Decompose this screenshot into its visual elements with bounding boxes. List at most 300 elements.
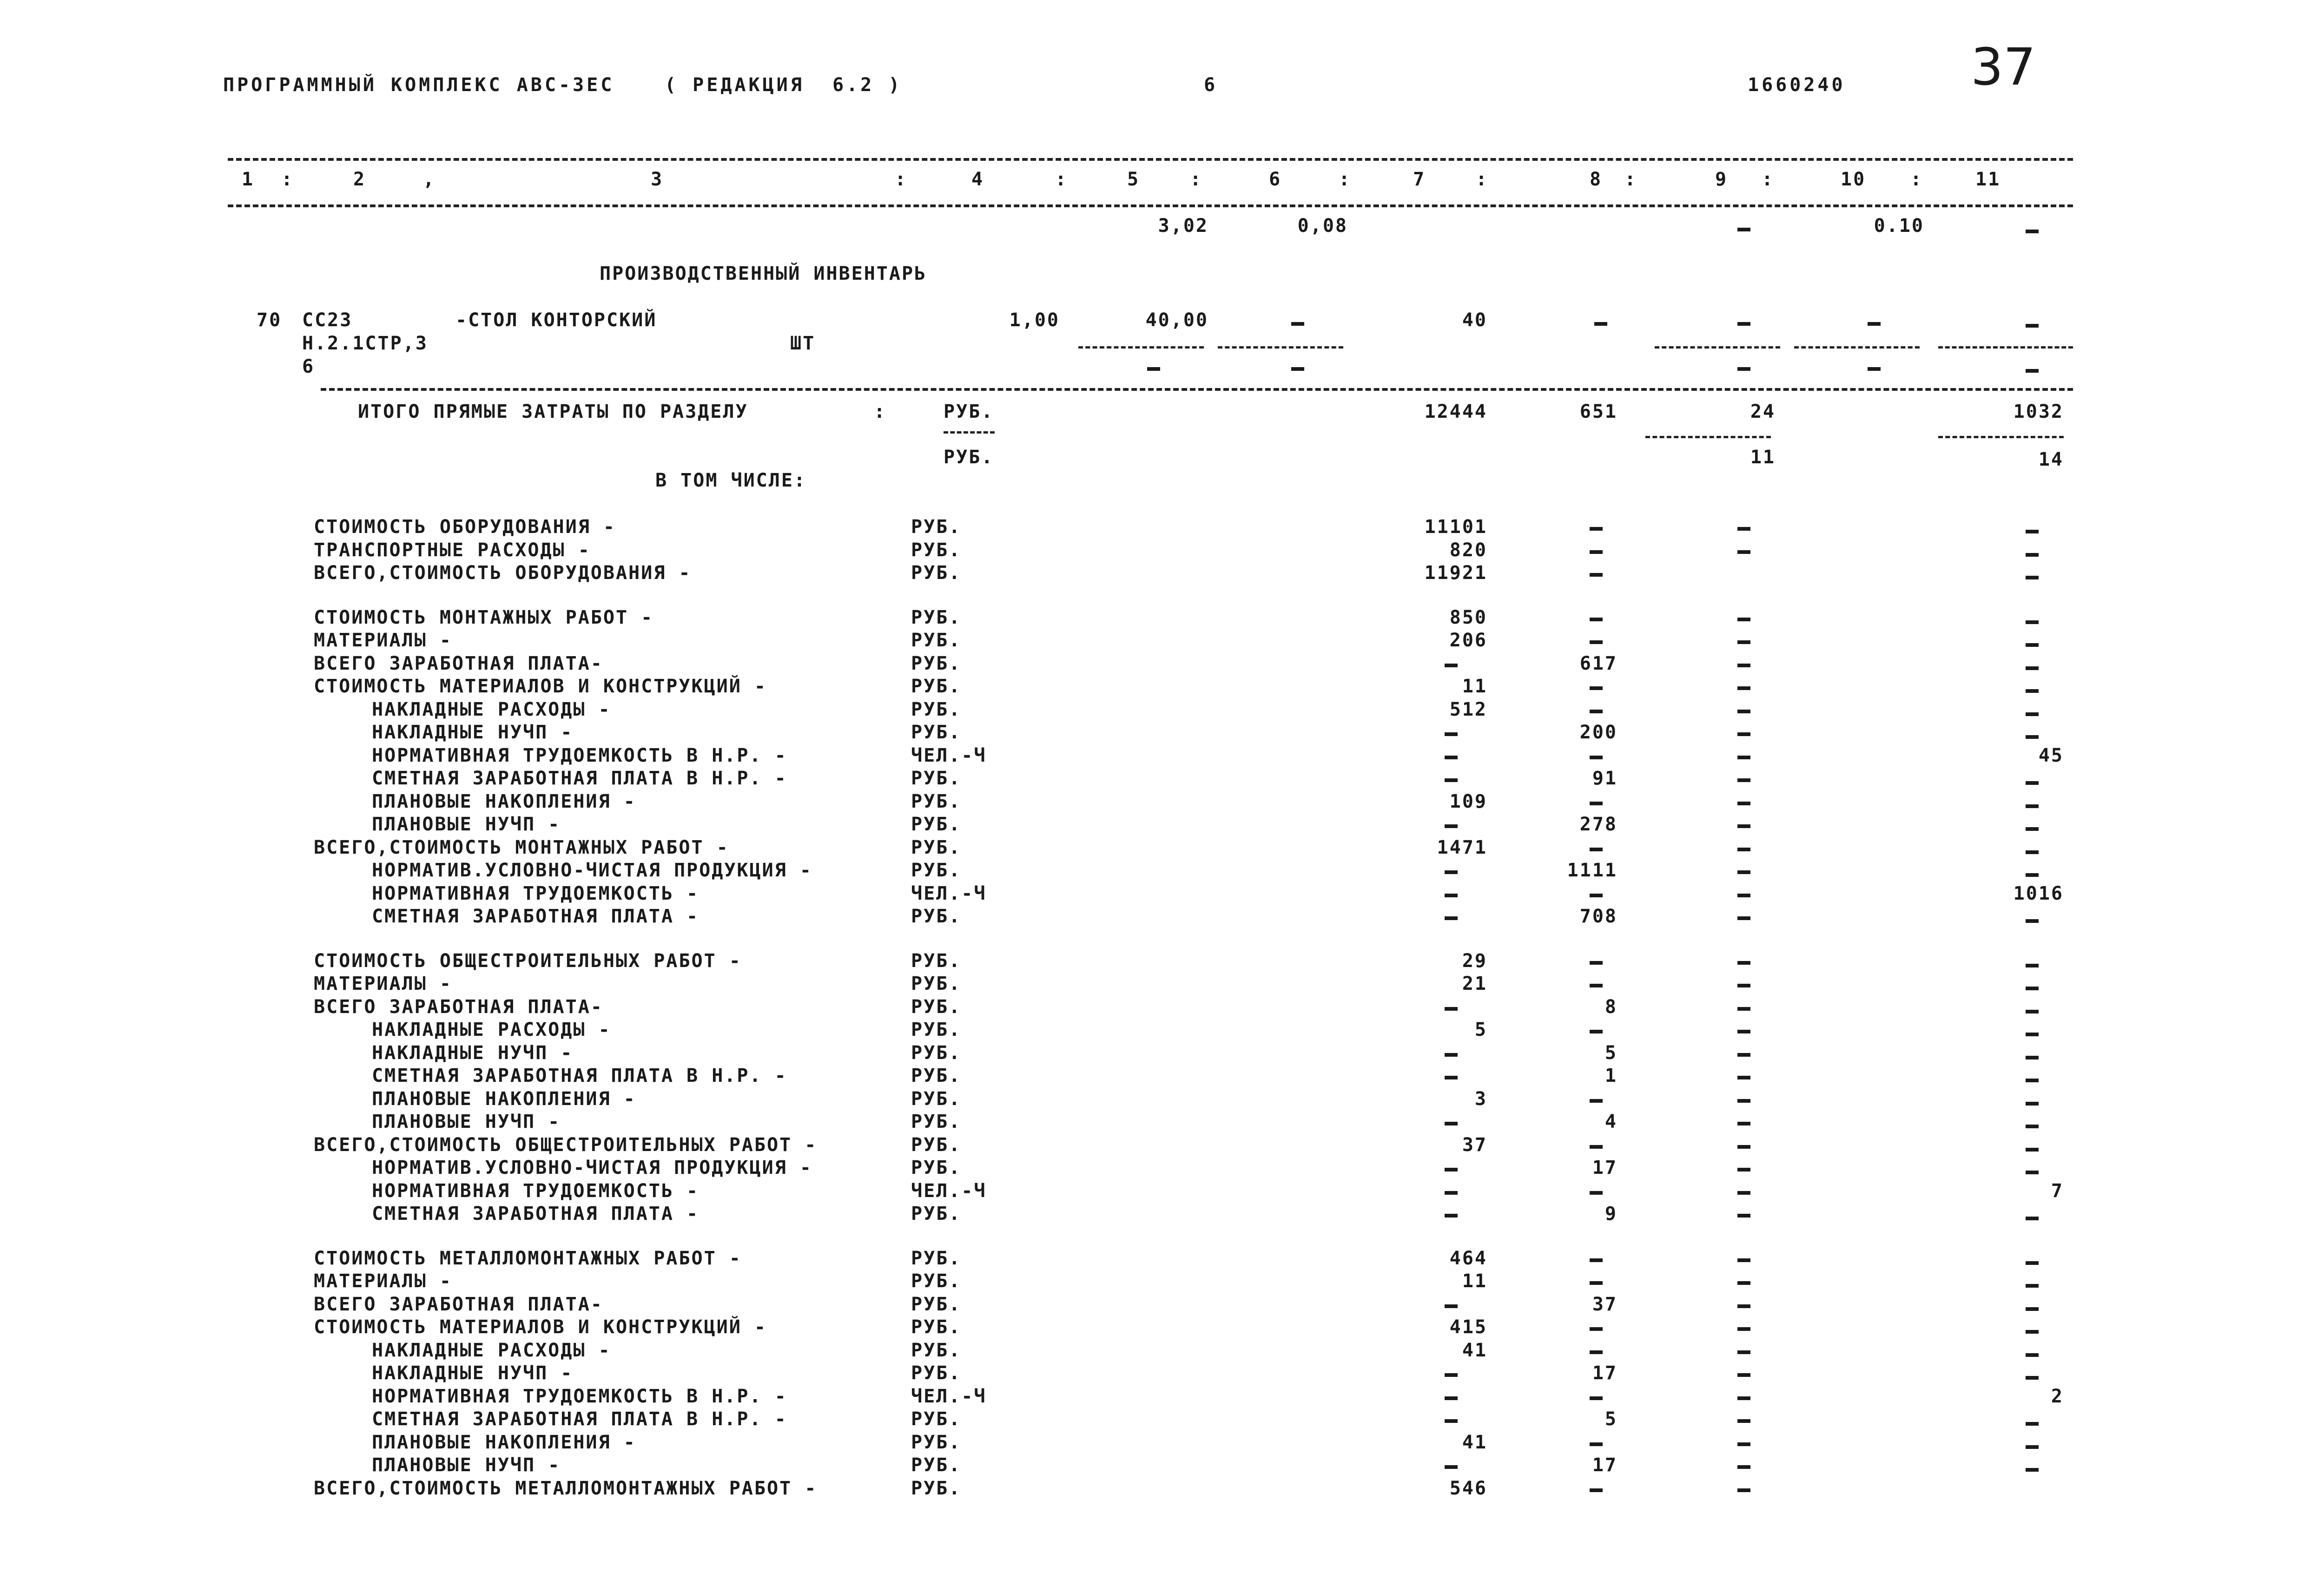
row-col7: 21 [1462, 973, 1487, 994]
row-col7-dash [1445, 1419, 1458, 1423]
carry-col11-dash [2026, 230, 2039, 233]
row-col11-dash [2026, 1445, 2039, 1449]
item-col10-dash [1868, 322, 1881, 326]
item-number: 70 [257, 309, 282, 331]
row-col9-dash [1737, 1373, 1750, 1377]
row-col7-dash [1445, 870, 1458, 874]
row-unit: РУБ. [911, 814, 962, 835]
row-unit: РУБ. [911, 1111, 962, 1132]
column-separator: : [281, 169, 294, 190]
row-col11-dash [2026, 827, 2039, 831]
row-label: СТОИМОСТЬ МЕТАЛЛОМОНТАЖНЫХ РАБОТ - [314, 1247, 742, 1269]
row-col8-dash [1590, 1327, 1603, 1331]
row-label: ПЛАНОВЫЕ НАКОПЛЕНИЯ - [372, 790, 636, 812]
column-separator: : [1055, 169, 1068, 190]
row-col8: 4 [1604, 1111, 1618, 1132]
item-col7: 40 [1462, 309, 1487, 331]
row-col7: 464 [1449, 1247, 1487, 1269]
total-col11: 1032 [2013, 401, 2064, 422]
row-unit: РУБ. [911, 1408, 962, 1430]
row-col11-dash [2026, 987, 2039, 990]
row-label: ВСЕГО ЗАРАБОТНАЯ ПЛАТА- [314, 1293, 603, 1315]
row-col8: 1 [1604, 1065, 1618, 1086]
row-col7-dash [1445, 1168, 1458, 1171]
row-col8: 5 [1604, 1408, 1618, 1430]
row-label: СМЕТНАЯ ЗАРАБОТНАЯ ПЛАТА В Н.Р. - [372, 1065, 787, 1086]
row-unit: РУБ. [911, 1157, 962, 1178]
row-col9-dash [1737, 1304, 1750, 1308]
row-col7-dash [1445, 1122, 1458, 1125]
column-number: 9 [1715, 169, 1728, 190]
row-col11-dash [2026, 1102, 2039, 1106]
row-unit: РУБ. [911, 1042, 962, 1064]
row-unit: РУБ. [911, 516, 962, 538]
row-label: МАТЕРИАЛЫ - [314, 1270, 452, 1292]
row-col11-dash [2026, 1033, 2039, 1036]
row-col7-dash [1445, 894, 1458, 897]
row-col8: 91 [1592, 768, 1618, 789]
row-label: НОРМАТИВНАЯ ТРУДОЕМКОСТЬ - [372, 1180, 700, 1202]
item-col11-dash [2026, 324, 2039, 328]
row-label: ВСЕГО ЗАРАБОТНАЯ ПЛАТА- [314, 996, 603, 1018]
item2-col5-dash [1147, 367, 1160, 371]
row-unit: РУБ. [911, 1362, 962, 1384]
row-col9-dash [1737, 1076, 1750, 1079]
row-unit: РУБ. [911, 1339, 962, 1361]
row-col11-dash [2026, 1217, 2039, 1220]
row-col8-dash [1590, 1145, 1603, 1149]
column-separator: : [1624, 169, 1637, 190]
row-col9-dash [1737, 1099, 1750, 1103]
row-col9-dash [1737, 1350, 1750, 1354]
row-unit: РУБ. [911, 950, 962, 972]
row-col9-dash [1737, 961, 1750, 965]
row-label: НАКЛАДНЫЕ РАСХОДЫ - [372, 698, 611, 720]
row-col11-dash [2026, 620, 2039, 624]
row-col8-dash [1590, 573, 1603, 577]
row-unit: РУБ. [911, 722, 962, 743]
row-col8-dash [1590, 894, 1603, 897]
row-col9-dash [1737, 1145, 1750, 1149]
row-col11-dash [2026, 666, 2039, 670]
row-col11-dash [2026, 1171, 2039, 1174]
total-label: ИТОГО ПРЯМЫЕ ЗАТРАТЫ ПО РАЗДЕЛУ [358, 401, 748, 422]
column-number: 10 [1841, 169, 1866, 190]
row-col7-dash [1445, 1191, 1458, 1195]
row-col9-dash [1737, 848, 1750, 851]
program-title: ПРОГРАММНЫЙ КОМПЛЕКС АВС-3ЕС [223, 74, 615, 96]
row-label: НОРМАТИВНАЯ ТРУДОЕМКОСТЬ В Н.Р. - [372, 1385, 787, 1407]
row-col7: 11 [1462, 676, 1487, 697]
row-col11-dash [2026, 1284, 2039, 1288]
row-col9-dash [1737, 527, 1750, 531]
item-sub-rule-10 [1794, 346, 1920, 349]
page-number: 6 [1204, 74, 1218, 96]
row-unit: РУБ. [911, 1088, 962, 1110]
row-col8: 9 [1604, 1203, 1618, 1224]
row-col11: 7 [2051, 1180, 2064, 1202]
row-label: ПЛАНОВЫЕ НУЧП - [372, 1111, 561, 1132]
row-col11-dash [2026, 735, 2039, 739]
column-number: 5 [1127, 169, 1140, 190]
row-label: ВСЕГО,СТОИМОСТЬ МОНТАЖНЫХ РАБОТ - [314, 836, 729, 858]
header-rule-bottom [228, 204, 2073, 207]
column-number: 7 [1413, 169, 1426, 190]
item2-col10-dash [1868, 367, 1881, 371]
item-unit: ШТ [790, 333, 816, 354]
row-col8-dash [1590, 1258, 1603, 1262]
item2-col9-dash [1737, 367, 1750, 371]
row-unit: РУБ. [911, 562, 962, 584]
row-col11-dash [2026, 1148, 2039, 1152]
row-col8: 200 [1579, 722, 1618, 743]
row-label: ПЛАНОВЫЕ НАКОПЛЕНИЯ - [372, 1431, 636, 1453]
row-col7: 546 [1449, 1477, 1487, 1499]
row-col7-dash [1445, 1214, 1458, 1217]
column-separator: : [1339, 169, 1352, 190]
edition-label: ( РЕДАКЦИЯ 6.2 ) [665, 74, 903, 96]
row-col7: 850 [1449, 606, 1487, 628]
row-col11-dash [2026, 964, 2039, 967]
row-col7-dash [1445, 824, 1458, 828]
row-col9-dash [1737, 1191, 1750, 1195]
row-unit: ЧЕЛ.-Ч [911, 882, 987, 904]
row-label: НОРМАТИВ.УСЛОВНО-ЧИСТАЯ ПРОДУКЦИЯ - [372, 860, 812, 881]
row-unit: ЧЕЛ.-Ч [911, 1385, 987, 1407]
row-col8-dash [1590, 1099, 1603, 1103]
column-number: 1 [242, 169, 255, 190]
carry-col10: 0.10 [1874, 215, 1924, 237]
row-col9-dash [1737, 984, 1750, 987]
row-col8: 5 [1604, 1042, 1618, 1064]
row-col9-dash [1737, 870, 1750, 874]
row-col7: 512 [1449, 698, 1487, 720]
row-col7: 3 [1474, 1088, 1487, 1110]
row-col8-dash [1590, 1281, 1603, 1285]
row-col8: 17 [1592, 1157, 1618, 1178]
row-col11-dash [2026, 553, 2039, 557]
row-label: ТРАНСПОРТНЫЕ РАСХОДЫ - [314, 539, 591, 561]
row-label: СТОИМОСТЬ МАТЕРИАЛОВ И КОНСТРУКЦИЙ - [314, 676, 767, 697]
row-label: ПЛАНОВЫЕ НАКОПЛЕНИЯ - [372, 1088, 636, 1110]
row-unit: РУБ. [911, 1431, 962, 1453]
row-col11-dash [2026, 1468, 2039, 1472]
item-price: 40,00 [1145, 309, 1208, 331]
row-label: НОРМАТИВ.УСЛОВНО-ЧИСТАЯ ПРОДУКЦИЯ - [372, 1157, 812, 1178]
row-unit: РУБ. [911, 1293, 962, 1315]
item-col8-dash [1594, 322, 1607, 326]
column-number: 8 [1590, 169, 1603, 190]
total-col9-rule [1645, 436, 1771, 438]
row-col11-dash [2026, 1261, 2039, 1265]
row-col9-dash [1737, 664, 1750, 667]
row-col7: 29 [1462, 950, 1487, 972]
row-unit: РУБ. [911, 630, 962, 651]
row-unit: РУБ. [911, 1454, 962, 1476]
row-col9-dash [1737, 1419, 1750, 1423]
column-number: 2 [353, 169, 366, 190]
row-col9-dash [1737, 824, 1750, 828]
column-number: 11 [1975, 169, 2001, 190]
row-col8: 708 [1579, 906, 1618, 927]
row-unit: РУБ. [911, 698, 962, 720]
row-col7-dash [1445, 1373, 1458, 1377]
row-col9-dash [1737, 686, 1750, 690]
row-col7-dash [1445, 778, 1458, 782]
row-col8-dash [1590, 686, 1603, 690]
row-col9-dash [1737, 710, 1750, 713]
row-label: СТОИМОСТЬ ОБОРУДОВАНИЯ - [314, 516, 616, 538]
row-unit: РУБ. [911, 1019, 962, 1040]
row-col7-dash [1445, 732, 1458, 736]
row-label: НОРМАТИВНАЯ ТРУДОЕМКОСТЬ - [372, 882, 700, 904]
row-col7-dash [1445, 756, 1458, 759]
row-unit: РУБ. [911, 676, 962, 697]
column-number: 3 [651, 169, 664, 190]
row-col7: 5 [1474, 1019, 1487, 1040]
row-label: ВСЕГО,СТОИМОСТЬ МЕТАЛЛОМОНТАЖНЫХ РАБОТ - [314, 1477, 818, 1499]
row-col8: 617 [1579, 652, 1618, 674]
row-col9-dash [1737, 1122, 1750, 1125]
row-col11-dash [2026, 1125, 2039, 1128]
row-label: НАКЛАДНЫЕ НУЧП - [372, 1042, 574, 1064]
row-col11: 45 [2038, 744, 2064, 766]
row-col11-dash [2026, 1330, 2039, 1334]
total-col9: 24 [1750, 401, 1776, 422]
row-col9-dash [1737, 1488, 1750, 1492]
row-col7: 415 [1449, 1316, 1487, 1338]
row-label: СТОИМОСТЬ МОНТАЖНЫХ РАБОТ - [314, 606, 654, 628]
row-col7: 820 [1449, 539, 1487, 561]
row-label: СТОИМОСТЬ МАТЕРИАЛОВ И КОНСТРУКЦИЙ - [314, 1316, 767, 1338]
row-col9-dash [1737, 756, 1750, 759]
total-col11-rule [1938, 436, 2064, 438]
row-col9-dash [1737, 916, 1750, 920]
row-label: СМЕТНАЯ ЗАРАБОТНАЯ ПЛАТА В Н.Р. - [372, 1408, 787, 1430]
row-col8-dash [1590, 710, 1603, 713]
row-col7: 11921 [1424, 562, 1487, 584]
row-col7: 206 [1449, 630, 1487, 651]
row-unit: РУБ. [911, 539, 962, 561]
item-reference-cont: 6 [302, 356, 315, 377]
item-quantity: 1,00 [1009, 309, 1060, 331]
row-col8-dash [1590, 802, 1603, 805]
total-col11-sub: 14 [2038, 449, 2064, 470]
row-label: НАКЛАДНЫЕ НУЧП - [372, 722, 574, 743]
row-col11-dash [2026, 1353, 2039, 1357]
row-unit: РУБ. [911, 1065, 962, 1086]
row-label: НАКЛАДНЫЕ НУЧП - [372, 1362, 574, 1384]
row-col9-dash [1737, 640, 1750, 644]
item-code: СС23 [302, 309, 353, 331]
including-label: В ТОМ ЧИСЛЕ: [655, 470, 806, 491]
row-col11-dash [2026, 689, 2039, 693]
row-col9-dash [1737, 1258, 1750, 1262]
row-col11-dash [2026, 576, 2039, 579]
row-col8-dash [1590, 527, 1603, 531]
row-col11-dash [2026, 530, 2039, 533]
row-unit: РУБ. [911, 1203, 962, 1224]
column-separator: : [1762, 169, 1775, 190]
row-col11-dash [2026, 873, 2039, 877]
row-col7-dash [1445, 1007, 1458, 1011]
row-label: НОРМАТИВНАЯ ТРУДОЕМКОСТЬ В Н.Р. - [372, 744, 787, 766]
row-col11-dash [2026, 781, 2039, 785]
row-col7: 41 [1462, 1339, 1487, 1361]
row-label: СМЕТНАЯ ЗАРАБОТНАЯ ПЛАТА - [372, 906, 700, 927]
row-col7: 41 [1462, 1431, 1487, 1453]
row-col9-dash [1737, 1396, 1750, 1400]
total-unit-1: РУБ. [944, 401, 994, 422]
row-unit: РУБ. [911, 1477, 962, 1499]
row-col7-dash [1445, 1076, 1458, 1079]
row-unit: РУБ. [911, 1247, 962, 1269]
row-col7-dash [1445, 664, 1458, 667]
row-col9-dash [1737, 732, 1750, 736]
total-col7: 12444 [1424, 401, 1487, 422]
row-col8-dash [1590, 1488, 1603, 1492]
row-col8-dash [1590, 1030, 1603, 1033]
total-unit-2: РУБ. [944, 447, 994, 468]
row-col8-dash [1590, 1442, 1603, 1446]
row-col8-dash [1590, 1191, 1603, 1195]
row-col11-dash [2026, 1376, 2039, 1380]
row-col8-dash [1590, 618, 1603, 621]
row-col7: 1471 [1437, 836, 1487, 858]
item-sub-rule-5 [1078, 346, 1204, 349]
row-col7-dash [1445, 1304, 1458, 1308]
item-reference: Н.2.1СТР,3 [302, 333, 428, 354]
row-unit: ЧЕЛ.-Ч [911, 1180, 987, 1202]
row-label: ВСЕГО,СТОИМОСТЬ ОБОРУДОВАНИЯ - [314, 562, 692, 584]
row-col8-dash [1590, 640, 1603, 644]
row-col11-dash [2026, 850, 2039, 854]
row-label: ВСЕГО,СТОИМОСТЬ ОБЩЕСТРОИТЕЛЬНЫХ РАБОТ - [314, 1134, 818, 1156]
item-col6-dash [1291, 322, 1304, 326]
row-col7-dash [1445, 916, 1458, 920]
row-col9-dash [1737, 1327, 1750, 1331]
row-col8-dash [1590, 1350, 1603, 1354]
row-unit: РУБ. [911, 973, 962, 994]
row-label: ВСЕГО ЗАРАБОТНАЯ ПЛАТА- [314, 652, 603, 674]
row-col9-dash [1737, 778, 1750, 782]
column-number: 4 [971, 169, 984, 190]
row-unit: РУБ. [911, 1270, 962, 1292]
carry-col6: 0,08 [1297, 215, 1348, 237]
row-col7-dash [1445, 1465, 1458, 1469]
row-col8: 1111 [1567, 860, 1618, 881]
item-sub-rule-9 [1655, 346, 1780, 349]
row-unit: РУБ. [911, 906, 962, 927]
row-col11-dash [2026, 1010, 2039, 1013]
row-unit: РУБ. [911, 996, 962, 1018]
row-col9-dash [1737, 1214, 1750, 1217]
row-col7: 11 [1462, 1270, 1487, 1292]
row-col11: 1016 [2013, 882, 2064, 904]
row-col8: 37 [1592, 1293, 1618, 1315]
row-col11-dash [2026, 1079, 2039, 1082]
row-col11-dash [2026, 1422, 2039, 1426]
row-unit: РУБ. [911, 860, 962, 881]
row-unit: РУБ. [911, 1316, 962, 1338]
total-colon: : [874, 401, 887, 422]
row-unit: РУБ. [911, 1134, 962, 1156]
row-unit: ЧЕЛ.-Ч [911, 744, 987, 766]
header-rule-top [228, 158, 2073, 161]
row-col9-dash [1737, 1053, 1750, 1057]
item-sub-rule-11 [1938, 346, 2073, 349]
row-col7: 37 [1462, 1134, 1487, 1156]
column-separator: : [1190, 169, 1203, 190]
row-col8-dash [1590, 756, 1603, 759]
row-col8-dash [1590, 1396, 1603, 1400]
row-label: ПЛАНОВЫЕ НУЧП - [372, 814, 561, 835]
row-col9-dash [1737, 1465, 1750, 1469]
row-unit: РУБ. [911, 606, 962, 628]
row-col8-dash [1590, 961, 1603, 965]
row-label: НАКЛАДНЫЕ РАСХОДЫ - [372, 1019, 611, 1040]
row-col7-dash [1445, 1053, 1458, 1057]
row-label: СМЕТНАЯ ЗАРАБОТНАЯ ПЛАТА - [372, 1203, 700, 1224]
row-col11-dash [2026, 1056, 2039, 1060]
row-col8-dash [1590, 848, 1603, 851]
row-col8: 17 [1592, 1362, 1618, 1384]
row-col8: 17 [1592, 1454, 1618, 1476]
row-unit: РУБ. [911, 836, 962, 858]
row-label: СМЕТНАЯ ЗАРАБОТНАЯ ПЛАТА В Н.Р. - [372, 768, 787, 789]
column-separator: , [423, 169, 436, 190]
row-unit: РУБ. [911, 652, 962, 674]
carry-col5: 3,02 [1158, 215, 1208, 237]
row-col8-dash [1590, 550, 1603, 554]
total-col9-sub: 11 [1750, 447, 1776, 468]
sheet-number-handwritten: 37 [1971, 37, 2036, 97]
row-col11-dash [2026, 804, 2039, 808]
column-separator: : [895, 169, 908, 190]
item-sub-rule-6 [1218, 346, 1343, 349]
row-col9-dash [1737, 550, 1750, 554]
column-number: 6 [1269, 169, 1282, 190]
row-col11-dash [2026, 1307, 2039, 1311]
row-col7: 109 [1449, 790, 1487, 812]
row-col9-dash [1737, 1281, 1750, 1285]
section-title: ПРОИЗВОДСТВЕННЫЙ ИНВЕНТАРЬ [600, 263, 927, 284]
row-col11-dash [2026, 712, 2039, 716]
total-rule [321, 388, 2073, 391]
row-unit: РУБ. [911, 790, 962, 812]
total-unit-rule [944, 431, 995, 434]
row-label: СТОИМОСТЬ ОБЩЕСТРОИТЕЛЬНЫХ РАБОТ - [314, 950, 742, 972]
row-col9-dash [1737, 1007, 1750, 1011]
row-col11: 2 [2051, 1385, 2064, 1407]
row-label: МАТЕРИАЛЫ - [314, 973, 452, 994]
row-label: НАКЛАДНЫЕ РАСХОДЫ - [372, 1339, 611, 1361]
row-col11-dash [2026, 919, 2039, 923]
column-separator: : [1476, 169, 1489, 190]
row-col9-dash [1737, 802, 1750, 805]
item2-col11-dash [2026, 369, 2039, 373]
row-col9-dash [1737, 618, 1750, 621]
item2-col6-dash [1291, 367, 1304, 371]
row-col8: 278 [1579, 814, 1618, 835]
item-name: -СТОЛ КОНТОРСКИЙ [456, 309, 657, 331]
row-label: МАТЕРИАЛЫ - [314, 630, 452, 651]
row-col7-dash [1445, 1396, 1458, 1400]
row-col9-dash [1737, 1168, 1750, 1171]
item-col9-dash [1737, 322, 1750, 326]
row-col9-dash [1737, 1030, 1750, 1033]
document-code: 1660240 [1748, 74, 1846, 96]
